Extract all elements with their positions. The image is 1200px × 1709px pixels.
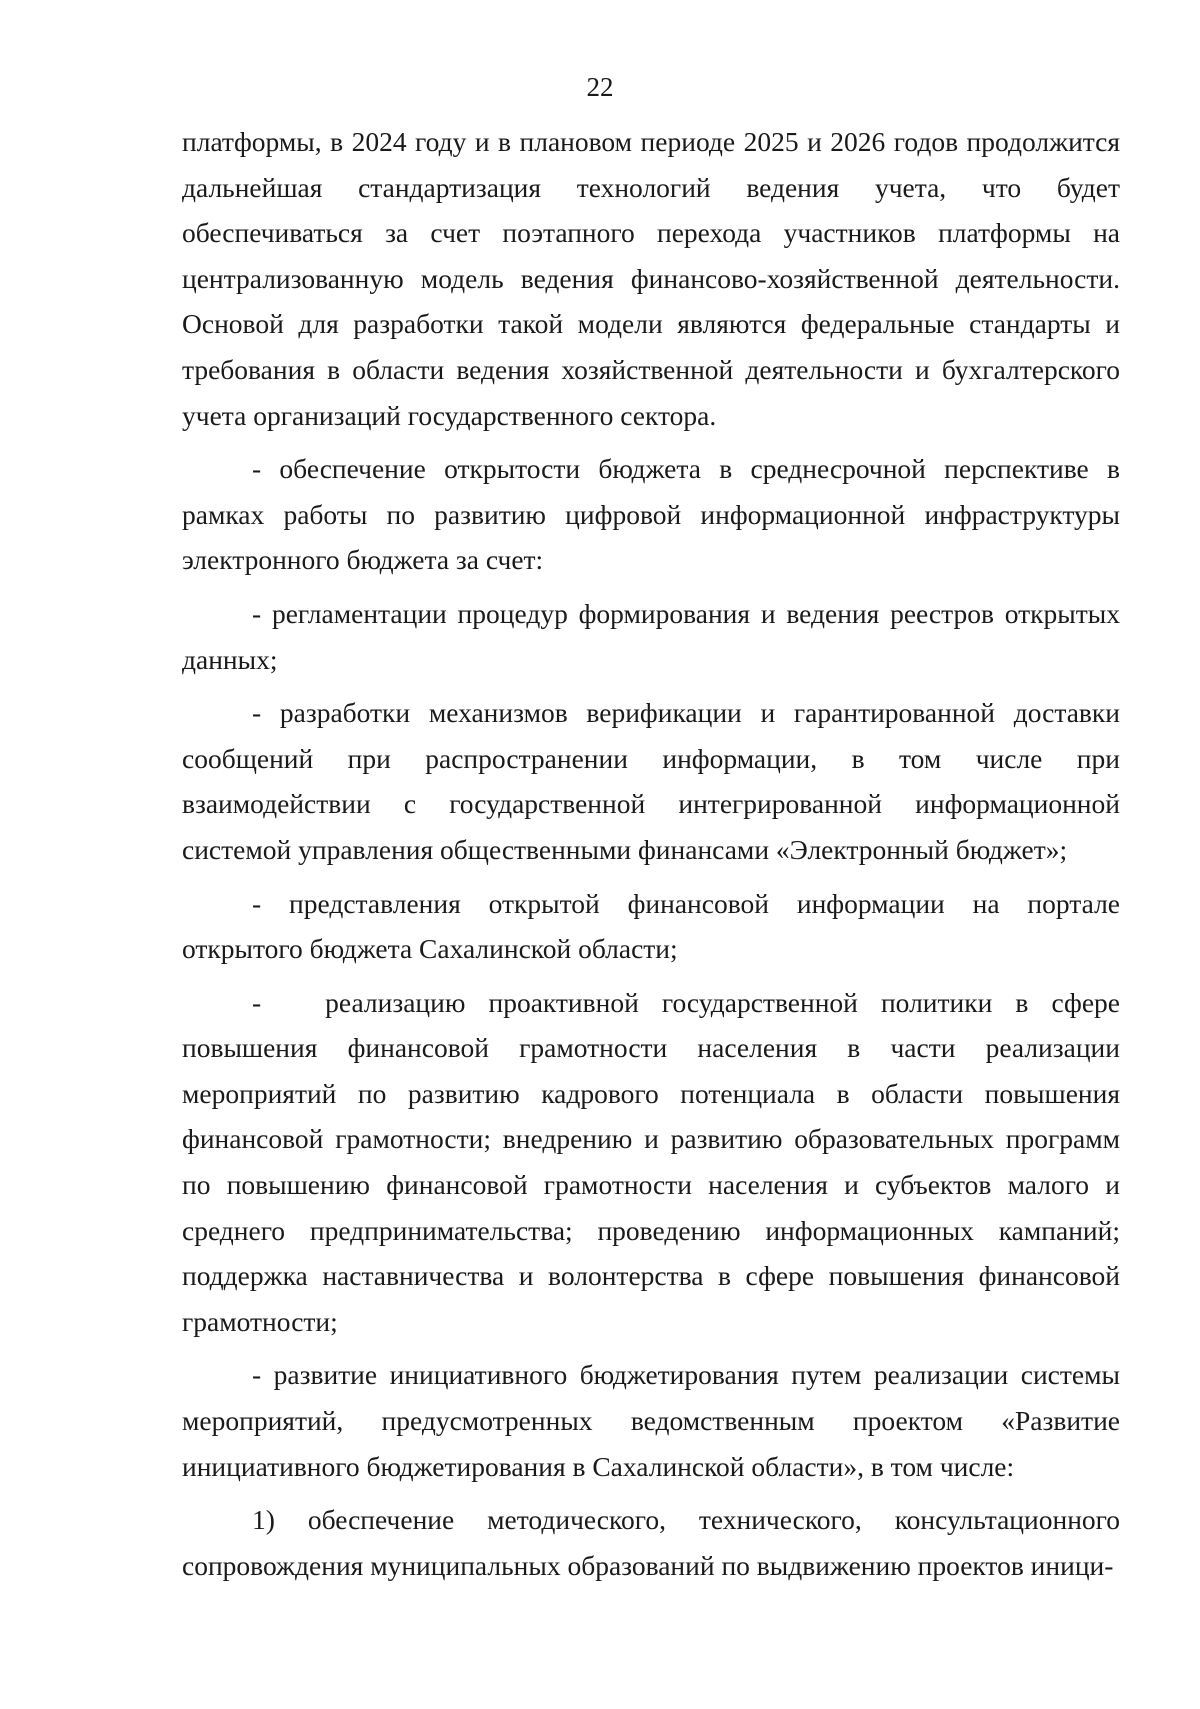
paragraph-open-budget-portal: - представления открытой финансовой информации на портале открытого бюджета Сахалинской области; — [182, 887, 1120, 965]
paragraph-platform-standardization: платформы, в 2024 году и в плановом периоде 2025 и 2026 годов продолжится дальнейшая стандартизация технологий ведения учета, что будет обеспечиваться за счет поэтапного перехода участников платформы на централизованную модель ведения финансово-хозяйственной деятельности. Основой для разработки такой модели являются федеральные стандарты и требования в области ведения хозяйственной деятельности и бухгалтерского учета организаций государственного сектора. — [182, 126, 1120, 431]
paragraph-initiative-budgeting: - развитие инициативного бюджетирования путем реализации системы мероприятий, предусмотренных ведомственным проектом «Развитие инициативного бюджетирования в Сахалинской области», в том числе: — [182, 1359, 1120, 1482]
paragraph-budget-openness: - обеспечение открытости бюджета в среднесрочной перспективе в рамках работы по развитию цифровой информационной инфраструктуры электронного бюджета за счет: — [182, 453, 1120, 576]
list-dash: - — [252, 986, 262, 1018]
paragraph-open-data-registries: - регламентации процедур формирования и ведения реестров открытых данных; — [182, 597, 1120, 675]
paragraph-verification-mechanisms: - разработки механизмов верификации и гарантированной доставки сообщений при распространении информации, в том числе при взаимодействии с государственной интегрированной информационной системой управления общественными финансами «Электронный бюджет»; — [182, 697, 1120, 865]
document-body — [182, 119, 1120, 1596]
paragraph-financial-literacy — [182, 980, 1120, 1345]
paragraph-methodological-support: 1) обеспечение методического, технического, консультационного сопровождения муниципальных образований по выдвижению проектов иници- — [182, 1504, 1120, 1581]
financial-literacy-text: реализацию проактивной государственной политики в сфере повышения финансовой грамотности населения в части реализации мероприятий по развитию кадрового потенциала в области повышения финансовой грамотности; внедрению и развитию образовательных программ по повышению финансовой грамотности населения и субъектов малого и среднего предпринимательства; проведению информационных кампаний; поддержка наставничества и волонтерства в сфере повышения финансовой грамотности; — [182, 986, 1120, 1337]
page-number: 22 — [586, 72, 614, 102]
